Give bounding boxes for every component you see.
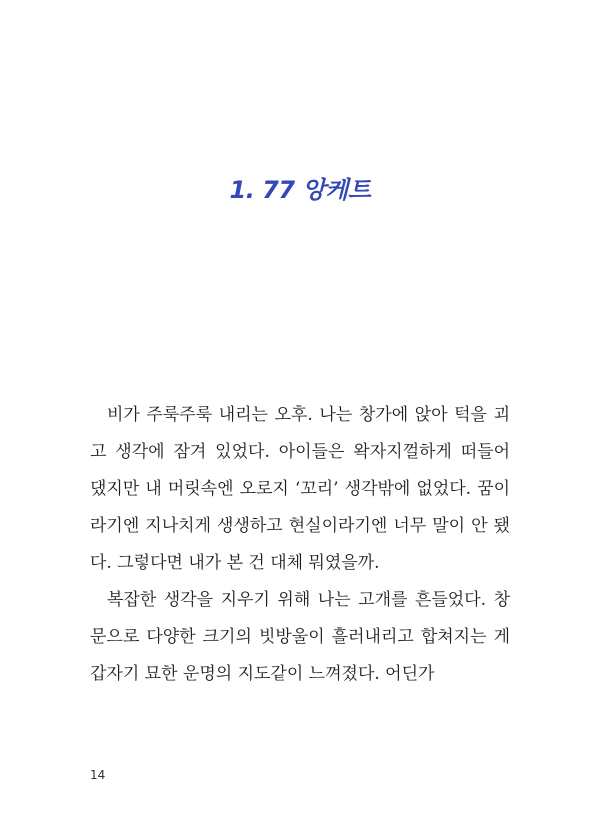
- page-number: 14: [90, 768, 106, 782]
- body-text: [90, 397, 510, 693]
- paragraph-2: 복잡한 생각을 지우기 위해 나는 고개를 흔들었다. 창문으로 다양한 크기의 빗방울이 흘러내리고 합쳐지는 게 갑자기 묘한 운명의 지도같이 느껴졌다. 어딘가: [90, 590, 510, 684]
- chapter-title: 1. 77 앙케트: [229, 176, 371, 204]
- paragraph-1: 비가 주룩주룩 내리는 오후. 나는 창가에 앉아 턱을 괴고 생각에 잠겨 있었다. 아이들은 왁자지껄하게 떠들어 댔지만 내 머릿속엔 오로지 ‘꼬리’ 생각밖에 없었다. 꿈이라기엔 지나치게 생생하고 현실이라기엔 너무 말이 안 됐다. 그렇다면 내가 본 건 대체 뭐였을까.: [90, 405, 510, 573]
